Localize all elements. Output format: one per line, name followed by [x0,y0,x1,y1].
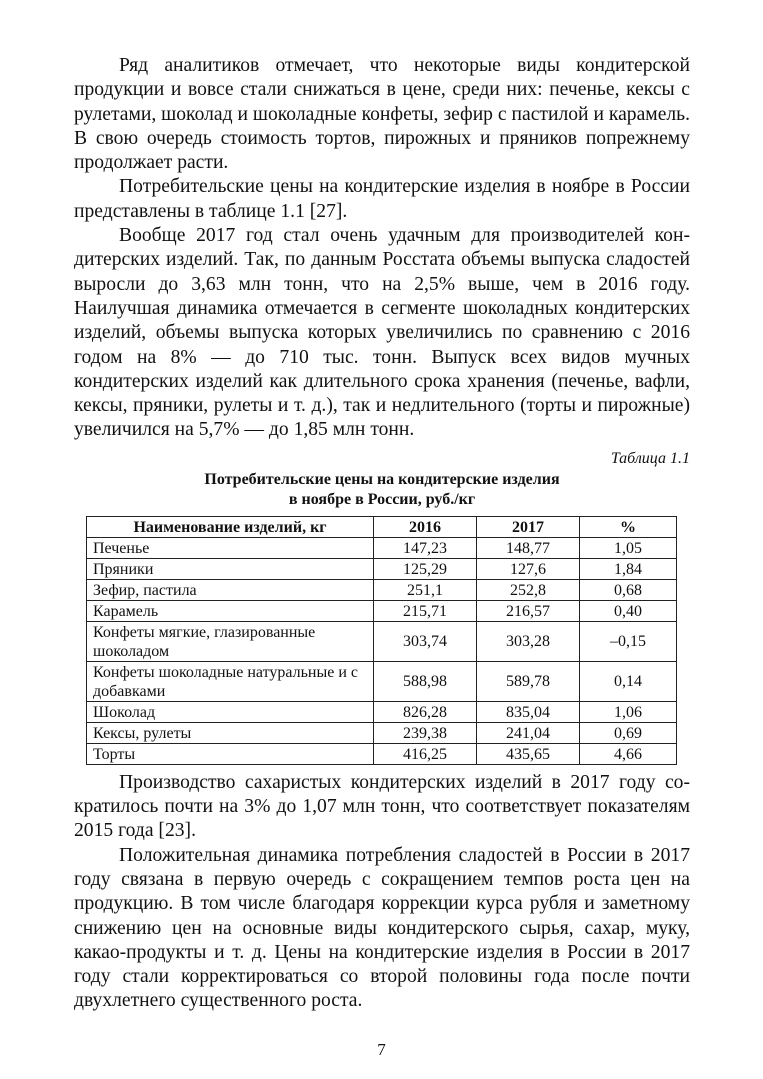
cell-2016: 215,71 [374,600,477,621]
cell-2017: 835,04 [477,701,580,722]
cell-name: Торты [87,743,374,764]
cell-2017: 303,28 [477,621,580,661]
prices-table [86,516,677,765]
cell-percent: 4,66 [580,743,677,764]
cell-percent: 0,14 [580,661,677,701]
cell-2016: 416,25 [374,743,477,764]
cell-percent: –0,15 [580,621,677,661]
cell-2016: 826,28 [374,701,477,722]
cell-name: Конфеты шоколадные натуральные и с добавками [87,661,374,701]
cell-percent: 1,05 [580,537,677,558]
cell-percent: 0,68 [580,579,677,600]
cell-2017: 148,77 [477,537,580,558]
cell-name: Конфеты мягкие, глазированные шоколадом [87,621,374,661]
cell-name: Зефир, пастила [87,579,374,600]
cell-2017: 252,8 [477,579,580,600]
table-row [87,661,677,701]
header-percent: % [580,516,677,537]
paragraph-table-reference: Потребительские цены на кондитерские изделия в ноябре в России представлены в таблице 1.1 [27]. [74,176,690,222]
table-label: Таблица 1.1 [610,449,690,467]
table-title [74,470,690,510]
table-row [87,722,677,743]
table-row [87,621,677,661]
table-row [87,743,677,764]
cell-2016: 303,74 [374,621,477,661]
paragraph-production-2017: Вообще 2017 год стал очень удачным для производителей кондитерских изделий. Так, по данным Росстата объемы выпуска сладостей выросли до 3,63 млн тонн, что на 2,5% выше, чем в 2016 году. Наилучшая динамика отмечается в сегменте шоколадных кондитерских изделий, объемы выпуска которых увеличились по сравнению с 2016 годом на 8% — до 710 тыс. тонн. Выпуск всех видов мучных кондитерских изделий как длительного срока хранения (печенье, вафли, кексы, пряники, рулеты и т. д.), так и недлительного (торты и пирожные) увеличился на 5,7% — до 1,85 млн тонн. [74,225,690,441]
cell-2016: 251,1 [374,579,477,600]
table-row [87,537,677,558]
table-row [87,579,677,600]
cell-percent: 1,06 [580,701,677,722]
cell-name: Печенье [87,537,374,558]
cell-2017: 589,78 [477,661,580,701]
cell-name: Кексы, рулеты [87,722,374,743]
paragraphs-after-table [74,771,690,1014]
cell-percent: 0,40 [580,600,677,621]
cell-2016: 125,29 [374,558,477,579]
cell-2016: 147,23 [374,537,477,558]
header-2017: 2017 [477,516,580,537]
cell-2017: 241,04 [477,722,580,743]
header-2016: 2016 [374,516,477,537]
cell-name: Карамель [87,600,374,621]
table-title-line2: в ноябре в России, руб./кг [288,490,476,508]
cell-percent: 0,69 [580,722,677,743]
paragraph-sugar-production: Производство сахаристых кондитерских изделий в 2017 году сократилось почти на 3% до 1,07 млн тонн, что соответствует показателям 2015 года [23]. [74,771,690,842]
table-title-line1: Потребительские цены на кондитерские изделия [204,470,560,488]
cell-2017: 435,65 [477,743,580,764]
header-name: Наименование изделий, кг [87,516,374,537]
cell-2017: 216,57 [477,600,580,621]
page-body [74,54,690,1014]
paragraph-analysts: Ряд аналитиков отмечает, что некоторые виды кондитерской продукции и вовсе стали снижаться в цене, среди них: печенье, кексы с рулетами, шоколад и шоколадные конфеты, зефир с пастилой и карамель. В свою очередь стоимость тортов, пирожных и пряников попрежнему продолжает расти. [74,55,690,174]
cell-name: Шоколад [87,701,374,722]
cell-name: Пряники [87,558,374,579]
paragraph-consumption-dynamics: Положительная динамика потребления сладостей в России в 2017 году связана в первую очередь с сокращением темпов роста цен на продукцию. В том числе благодаря коррекции курса рубля и заметному снижению цен на основные виды кондитерского сырья, сахар, муку, какао-продукты и т. д. Цены на кондитерские изделия в России в 2017 году стали корректироваться со второй половины года после почти двухлетнего существенного роста. [74,844,690,1012]
table-row [87,701,677,722]
page-number: 7 [377,1040,386,1059]
cell-percent: 1,84 [580,558,677,579]
table-row [87,600,677,621]
cell-2017: 127,6 [477,558,580,579]
table-header-row [87,516,677,537]
cell-2016: 588,98 [374,661,477,701]
table-row [87,558,677,579]
cell-2016: 239,38 [374,722,477,743]
